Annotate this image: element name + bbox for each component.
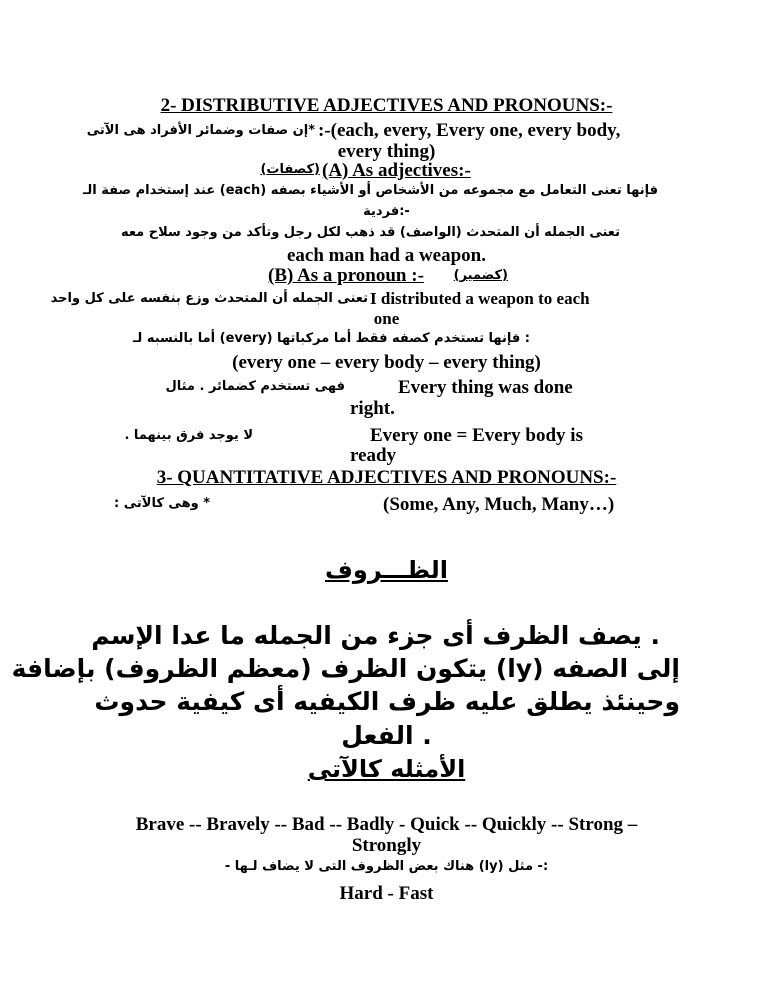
b-ex2-en2: ready	[350, 445, 397, 466]
adverbs-note-examples: Hard - Fast	[339, 883, 434, 904]
a-line2-ar: -:فردية	[363, 204, 410, 219]
adverbs-p3: وحينئذ يطلق عليه ظرف الكيفيه أى كيفية حدوث	[94, 687, 680, 716]
sub-b-heading: (B) As a pronoun :-	[268, 265, 424, 286]
section2-intro-en: :-(each, every, Every one, every body,	[318, 120, 621, 141]
adverbs-title: الظـــروف	[325, 556, 448, 584]
b-ex1-ar: فهى تستخدم كضمائر . مثال	[165, 379, 345, 394]
b-line2-en: one	[373, 309, 400, 328]
sub-b-ar: (كضمير)	[453, 268, 508, 283]
section3-intro-en: (Some, Any, Much, Many…)	[383, 494, 615, 515]
examples-line1: Brave -- Bravely -- Bad -- Badly - Quick -- Quickly -- Strong –	[135, 814, 638, 835]
adverbs-p2: إلى الصفه (ly) يتكون الظرف (معظم الظروف) بإضافة	[11, 654, 680, 683]
section3-heading: 3- QUANTITATIVE ADJECTIVES AND PRONOUNS:-	[156, 467, 617, 488]
b-line3-ar: : فإنها تستخدم كصفه فقط أما مركباتها (every) أما بالنسبه لـ	[132, 331, 530, 346]
b-line1-ar: تعنى الجمله أن المتحدث وزع بنفسه على كل واحد	[50, 291, 368, 306]
a-line1-ar: فإنها تعنى التعامل مع مجموعه من الأشخاص أو الأشياء بصفه (each) عند إستخدام صفة الـ	[82, 183, 658, 198]
b-ex1-en2: right.	[350, 398, 395, 419]
b-line1-en: I distributed a weapon to each	[370, 289, 590, 308]
section2-intro-en2: every thing)	[337, 141, 436, 162]
section2-intro-ar: *إن صفات وضمائر الأفراد هى الآتى	[86, 123, 315, 138]
b-ex2-en: Every one = Every body is	[370, 425, 583, 446]
adverbs-note-ar: :- مثل (ly) هناك بعض الظروف التى لا يضاف لـها -	[224, 859, 549, 874]
b-compounds: (every one – every body – every thing)	[232, 352, 541, 373]
b-ex2-ar: لا يوجد فرق بينهما .	[124, 428, 253, 443]
examples-title: الأمثله كالآتى	[307, 755, 466, 783]
sub-a-ar: (كصفات)	[260, 162, 320, 177]
a-example: each man had a weapon.	[287, 245, 486, 266]
sub-a-heading: (A) As adjectives:-	[322, 160, 471, 181]
section2-heading: 2- DISTRIBUTIVE ADJECTIVES AND PRONOUNS:-	[160, 95, 613, 116]
adverbs-p1: . يصف الظرف أى جزء من الجمله ما عدا الإسم	[91, 621, 660, 650]
adverbs-p4: . الفعل	[341, 721, 432, 750]
section3-intro-ar: * وهى كالآتى :	[114, 496, 210, 511]
examples-line2: Strongly	[351, 835, 422, 856]
a-line3-ar: تعنى الجمله أن المتحدث (الواصف) قد ذهب لكل رجل وتأكد من وجود سلاح معه	[120, 225, 620, 240]
b-ex1-en: Every thing was done	[398, 377, 573, 398]
